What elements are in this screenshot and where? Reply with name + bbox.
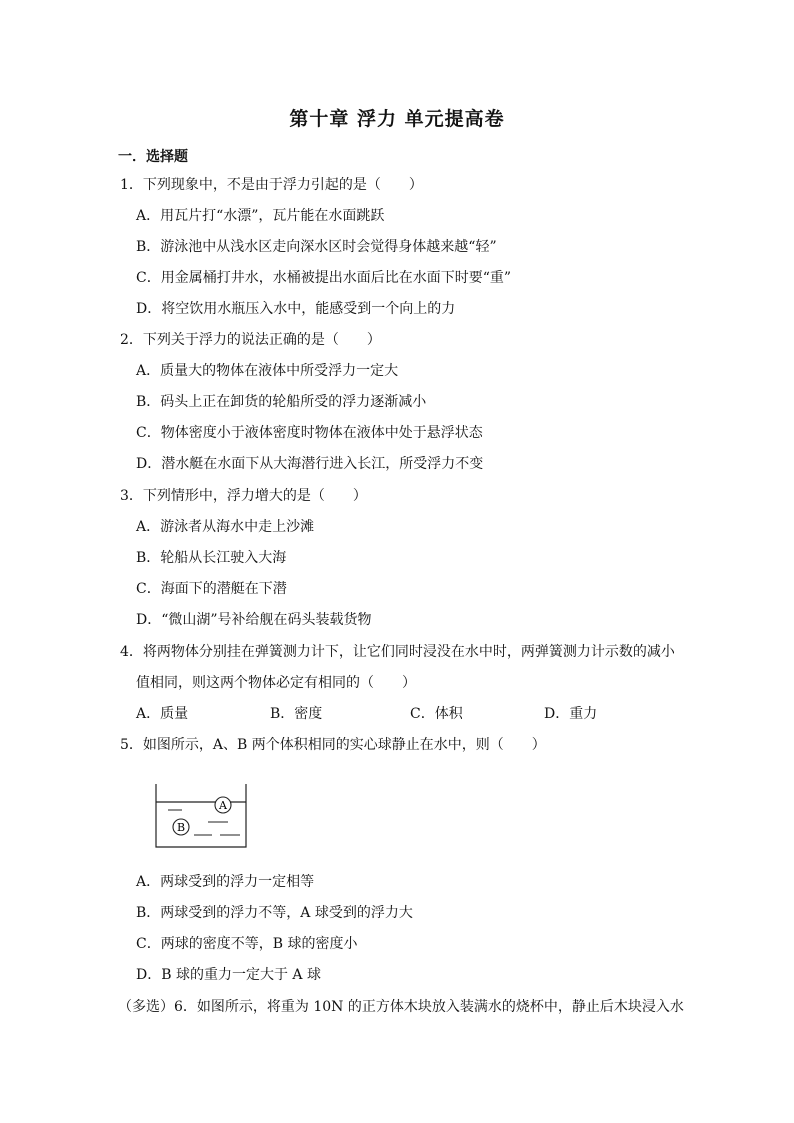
option-d: D．潜水艇在水面下从大海潜行进入长江，所受浮力不变 <box>136 456 484 472</box>
option-a: A．质量 <box>136 706 189 722</box>
question-stem: 4．将两物体分别挂在弹簧测力计下，让它们同时浸没在水中时，两弹簧测力计示数的减小 <box>120 644 675 660</box>
option-d: D．B 球的重力一定大于 A 球 <box>136 967 321 983</box>
option-c: C．海面下的潜艇在下潜 <box>136 581 287 597</box>
question-stem: 1．下列现象中，不是由于浮力引起的是（ ） <box>120 177 423 193</box>
option-b: B．轮船从长江驶入大海 <box>136 550 287 566</box>
section-heading: 一．选择题 <box>118 149 188 165</box>
container-outline <box>156 784 246 847</box>
question-stem: （多选）6．如图所示，将重为 10N 的正方体木块放入装满水的烧杯中，静止后木块浸入水 <box>118 999 684 1015</box>
question-stem: 3．下列情形中，浮力增大的是（ ） <box>120 488 367 504</box>
question-stem: 2．下列关于浮力的说法正确的是（ ） <box>120 332 381 348</box>
option-c: C．两球的密度不等，B 球的密度小 <box>136 936 358 952</box>
option-c: C．物体密度小于液体密度时物体在液体中处于悬浮状态 <box>136 425 483 441</box>
options-row <box>136 705 656 723</box>
beaker-figure <box>154 784 250 850</box>
question-stem: 5．如图所示，A、B 两个体积相同的实心球静止在水中，则（ ） <box>120 737 546 753</box>
option-b: B．游泳池中从浅水区走向深水区时会觉得身体越来越“轻” <box>136 239 497 255</box>
option-d: D．重力 <box>544 706 598 722</box>
ball-b-label: B <box>176 821 186 834</box>
option-d: D．将空饮用水瓶压入水中，能感受到一个向上的力 <box>136 301 456 317</box>
option-b: B．两球受到的浮力不等，A 球受到的浮力大 <box>136 905 413 921</box>
option-c: C．体积 <box>410 706 463 722</box>
option-a: A．用瓦片打“水漂”，瓦片能在水面跳跃 <box>136 208 385 224</box>
option-a: A．质量大的物体在液体中所受浮力一定大 <box>136 363 399 379</box>
option-a: A．两球受到的浮力一定相等 <box>136 874 315 890</box>
page-title: 第十章 浮力 单元提高卷 <box>289 108 505 130</box>
option-b: B．密度 <box>270 706 323 722</box>
option-c: C．用金属桶打井水，水桶被提出水面后比在水面下时要“重” <box>136 270 512 286</box>
option-b: B．码头上正在卸货的轮船所受的浮力逐渐减小 <box>136 394 427 410</box>
ball-a-label: A <box>219 799 227 812</box>
option-a: A．游泳者从海水中走上沙滩 <box>136 519 315 535</box>
question-stem-continued: 值相同，则这两个物体必定有相同的（ ） <box>136 675 416 691</box>
option-d: D．“微山湖”号补给舰在码头装载货物 <box>136 612 372 628</box>
